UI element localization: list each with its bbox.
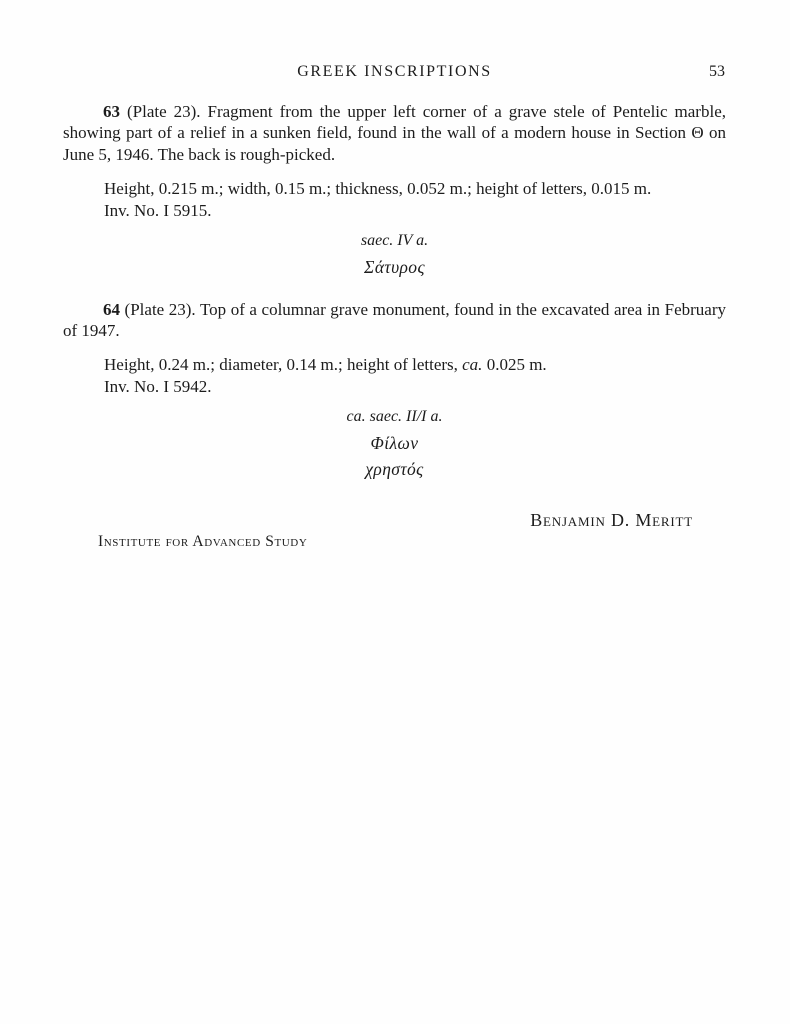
entry-64-paragraph [63, 299, 726, 342]
entry-63-date-attribution: saec. IV a. [360, 231, 429, 249]
entry-63-inventory-number: Inv. No. I 5915. [104, 200, 212, 220]
entry-64-number: 64 [103, 299, 120, 319]
entry-64-inventory-number: Inv. No. I 5942. [104, 377, 212, 397]
entry-64-dimensions-value: 0.025 m. [482, 355, 547, 375]
entry-64-dimensions-text: Height, 0.24 m.; diameter, 0.14 m.; height of letters, [104, 355, 463, 375]
entry-64-inscription-line-2: χρηστός [365, 459, 424, 480]
page-header [63, 62, 726, 82]
entry-63-number: 63 [103, 102, 120, 121]
entry-63 [63, 101, 726, 280]
entry-64-description: (Plate 23). Top of a columnar grave monument, found in the excavated area in February of 1947. [63, 299, 726, 341]
entry-64-dimensions-circa: ca. [462, 355, 483, 375]
running-title: GREEK INSCRIPTIONS [297, 63, 492, 80]
entry-63-description: (Plate 23). Fragment from the upper left corner of a grave stele of Pentelic marble, showing part of a relief in a sunken field, found in the wall of a modern house in Section Θ on June 5, 1946. The back is rough-picked. [63, 102, 726, 164]
page-content [0, 62, 790, 552]
page-number: 53 [709, 63, 725, 80]
entry-64 [63, 299, 726, 483]
entry-63-paragraph [63, 101, 726, 165]
entry-63-inscription-line-1: Σάτυρος [364, 256, 425, 277]
author-institution: Institute for Advanced Study [98, 533, 308, 551]
author-name: Benjamin D. Meritt [530, 510, 693, 531]
signature-block [63, 509, 726, 552]
entry-64-dimensions [104, 354, 726, 376]
entry-63-dimensions: Height, 0.215 m.; width, 0.15 m.; thickness, 0.052 m.; height of letters, 0.015 m. [104, 178, 652, 198]
entry-64-inscription-line-1: Φίλων [370, 433, 419, 454]
entry-64-date-attribution: ca. saec. II/I a. [346, 408, 443, 426]
